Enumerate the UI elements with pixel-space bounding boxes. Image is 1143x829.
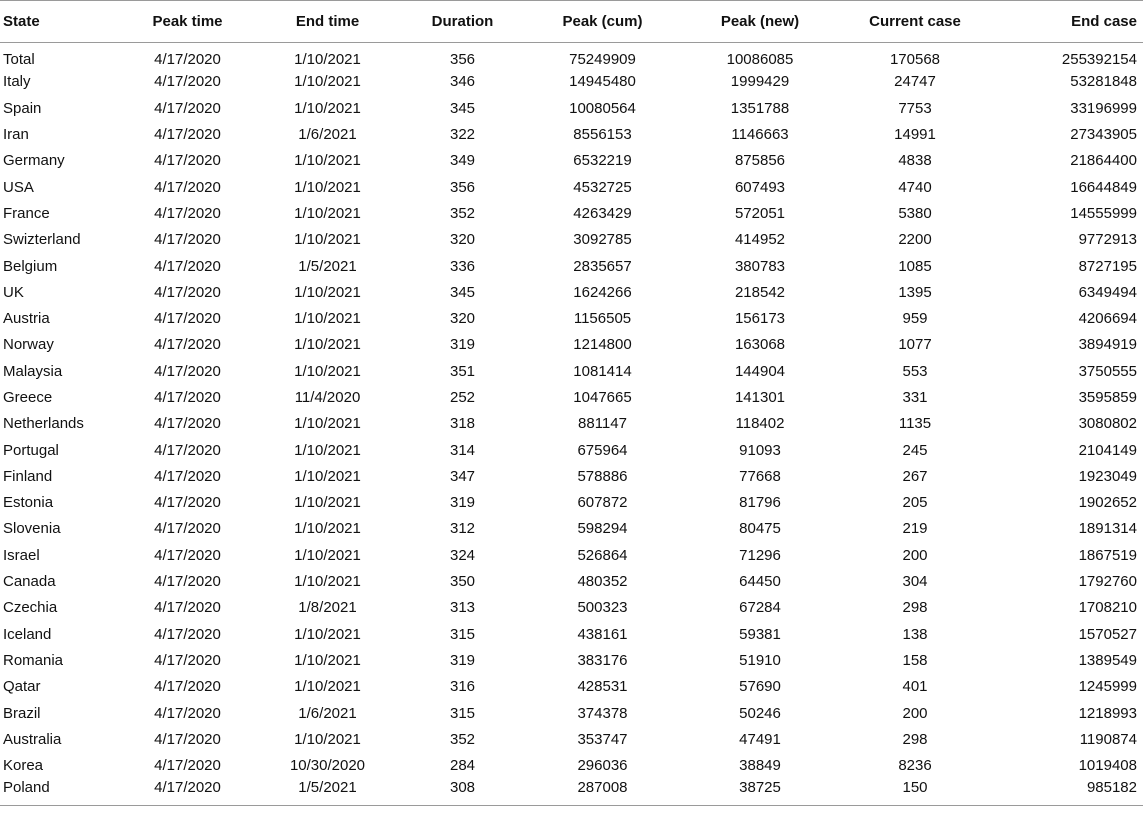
state-cell: Brazil xyxy=(3,704,41,722)
table-cell: 320 xyxy=(449,310,476,328)
state-cell: Italy xyxy=(3,73,31,91)
table-cell: 4/17/2020 xyxy=(154,599,221,617)
table-cell: 1/10/2021 xyxy=(294,678,361,696)
table-cell: 318 xyxy=(449,415,476,433)
table-cell: 4532725 xyxy=(573,178,632,196)
table-cell: 1047665 xyxy=(573,389,632,406)
table-row xyxy=(0,437,1143,463)
table-cell: 158 xyxy=(902,651,928,669)
table-cell: 8236 xyxy=(898,757,932,775)
table-cell: 4/17/2020 xyxy=(154,336,221,354)
table-cell: 572051 xyxy=(734,204,786,222)
table-cell: 3080802 xyxy=(1078,415,1137,433)
table-cell: 1/10/2021 xyxy=(294,415,361,433)
table-row xyxy=(0,253,1143,279)
table-cell: 1891314 xyxy=(1078,520,1137,538)
table-cell: 351 xyxy=(449,362,476,380)
table-cell: 4/17/2020 xyxy=(154,204,221,222)
table-cell: 1/10/2021 xyxy=(294,152,361,170)
table-cell: 2835657 xyxy=(573,257,632,275)
state-cell: Austria xyxy=(3,310,50,328)
table-cell: 24747 xyxy=(894,73,936,91)
table-cell: 1389549 xyxy=(1078,651,1137,669)
table-cell: 80475 xyxy=(739,520,781,538)
table-cell: 315 xyxy=(449,704,476,722)
table-cell: 14945480 xyxy=(569,73,636,91)
table-cell: 10/30/2020 xyxy=(289,757,366,775)
state-cell: USA xyxy=(3,178,34,196)
table-cell: 316 xyxy=(449,678,476,696)
table-cell: 200 xyxy=(902,704,928,722)
table-cell: 607872 xyxy=(577,494,628,512)
table-cell: 414952 xyxy=(734,231,786,249)
table-row xyxy=(0,542,1143,568)
table-cell: 144904 xyxy=(734,362,786,380)
table-cell: 4/17/2020 xyxy=(154,178,221,196)
state-cell: Germany xyxy=(3,152,65,170)
table-cell: 675964 xyxy=(577,441,628,459)
table-row xyxy=(0,121,1143,147)
table-cell: 4/17/2020 xyxy=(154,546,221,564)
state-cell: Belgium xyxy=(3,257,58,275)
table-row xyxy=(0,200,1143,226)
table-row xyxy=(0,305,1143,331)
table-cell: 5380 xyxy=(898,204,932,222)
table-cell: 1/10/2021 xyxy=(294,204,361,222)
table-cell: 1218993 xyxy=(1078,704,1137,722)
table-cell: 1/10/2021 xyxy=(294,520,361,538)
table-cell: 4/17/2020 xyxy=(154,573,221,591)
table-cell: 1/10/2021 xyxy=(294,441,361,459)
table-cell: 352 xyxy=(449,204,476,222)
table-cell: 4/17/2020 xyxy=(154,415,221,433)
table-cell: 598294 xyxy=(577,520,628,538)
table-cell: 4/17/2020 xyxy=(154,757,221,775)
table-cell: 1624266 xyxy=(573,283,632,301)
table-row xyxy=(0,174,1143,200)
table-cell: 4/17/2020 xyxy=(154,678,221,696)
table-cell: 118402 xyxy=(735,415,785,433)
table-cell: 1085 xyxy=(898,257,932,275)
state-cell: Swizterland xyxy=(3,231,81,249)
table-cell: 219 xyxy=(902,520,928,538)
table-body xyxy=(0,43,1143,806)
table-row xyxy=(0,674,1143,700)
table-cell: 77668 xyxy=(739,467,781,485)
column-header: Peak (cum) xyxy=(525,1,680,43)
table-cell: 1/8/2021 xyxy=(298,599,357,617)
table-cell: 287008 xyxy=(525,779,680,805)
table-cell: 150 xyxy=(840,779,990,805)
table-cell: 1/10/2021 xyxy=(294,625,361,643)
table-cell: 4740 xyxy=(898,178,932,196)
table-cell: 6349494 xyxy=(1078,283,1137,301)
table-cell: 336 xyxy=(449,257,476,275)
table-cell: 1135 xyxy=(898,415,932,433)
state-cell: UK xyxy=(3,283,24,301)
table-cell: 1214800 xyxy=(573,336,632,354)
table-cell: 383176 xyxy=(577,651,628,669)
state-cell: Israel xyxy=(3,546,40,564)
table-cell: 50246 xyxy=(739,704,781,722)
table-cell: 319 xyxy=(449,336,476,354)
table-cell: 4/17/2020 xyxy=(154,625,221,643)
table-cell: 57690 xyxy=(739,678,781,696)
table-row xyxy=(0,726,1143,752)
table-cell: 1245999 xyxy=(1078,678,1137,696)
column-header: Peak time xyxy=(120,1,255,43)
table-cell: 324 xyxy=(449,546,476,564)
column-header: Peak (new) xyxy=(680,1,840,43)
state-cell: Poland xyxy=(0,779,120,805)
table-cell: 322 xyxy=(449,126,476,144)
table-cell: 553 xyxy=(902,362,928,380)
table-row xyxy=(0,43,1143,69)
table-cell: 1923049 xyxy=(1078,467,1137,485)
table-cell: 296036 xyxy=(577,757,628,775)
state-cell: Iceland xyxy=(3,625,52,643)
table-cell: 1019408 xyxy=(1078,757,1137,775)
table-cell: 4/17/2020 xyxy=(154,651,221,669)
table-row xyxy=(0,568,1143,594)
table-row xyxy=(0,148,1143,174)
table-cell: 380783 xyxy=(734,257,786,275)
column-header: Current case xyxy=(840,1,990,43)
table-cell: 1902652 xyxy=(1078,494,1137,512)
table-cell: 267 xyxy=(902,467,928,485)
state-cell: Estonia xyxy=(3,494,54,512)
state-cell: Netherlands xyxy=(3,415,84,433)
state-cell: Iran xyxy=(3,126,29,144)
table-cell: 1999429 xyxy=(730,73,790,91)
table-cell: 320 xyxy=(449,231,476,249)
table-cell: 438161 xyxy=(577,625,628,643)
table-cell: 1/10/2021 xyxy=(294,362,361,380)
state-cell: Slovenia xyxy=(3,520,61,538)
table-cell: 1/6/2021 xyxy=(298,704,357,722)
table-cell: 1/10/2021 xyxy=(294,99,361,117)
table-cell: 1/10/2021 xyxy=(294,51,361,69)
state-cell: Greece xyxy=(3,389,53,406)
table-cell: 607493 xyxy=(734,178,786,196)
table-cell: 1/6/2021 xyxy=(298,126,357,144)
table-row xyxy=(0,621,1143,647)
table-cell: 255392154 xyxy=(1061,51,1137,69)
table-cell: 4/17/2020 xyxy=(154,494,221,512)
table-cell: 59381 xyxy=(739,625,781,643)
table-cell: 14555999 xyxy=(1070,204,1137,222)
table-cell: 4/17/2020 xyxy=(154,467,221,485)
table-cell: 4/17/2020 xyxy=(154,441,221,459)
table-cell: 53281848 xyxy=(1070,73,1137,91)
table-cell: 200 xyxy=(902,546,928,564)
state-cell: Czechia xyxy=(3,599,58,617)
table-cell: 308 xyxy=(400,779,525,805)
table-row xyxy=(0,463,1143,489)
table-row xyxy=(0,279,1143,305)
table-cell: 314 xyxy=(449,441,476,459)
table-cell: 1/10/2021 xyxy=(294,546,361,564)
table-cell: 881147 xyxy=(578,415,627,433)
table-cell: 138 xyxy=(902,625,928,643)
table-cell: 11/4/2020 xyxy=(294,389,361,406)
table-cell: 4263429 xyxy=(573,204,632,222)
table-cell: 9772913 xyxy=(1078,231,1137,249)
table-row xyxy=(0,647,1143,673)
table-cell: 1/10/2021 xyxy=(294,178,361,196)
table-cell: 205 xyxy=(902,494,928,512)
table-cell: 3750555 xyxy=(1078,362,1137,380)
table-cell: 91093 xyxy=(739,441,781,459)
table-cell: 8556153 xyxy=(573,126,632,144)
table-cell: 141301 xyxy=(734,389,786,406)
state-cell: Total xyxy=(3,51,35,69)
table-row xyxy=(0,490,1143,516)
table-cell: 959 xyxy=(902,310,928,328)
table-cell: 2104149 xyxy=(1078,441,1137,459)
table-cell: 38849 xyxy=(739,757,781,775)
table-cell: 252 xyxy=(449,389,476,406)
state-cell: Canada xyxy=(3,573,56,591)
table-cell: 578886 xyxy=(577,467,628,485)
table-cell: 1/10/2021 xyxy=(294,336,361,354)
table-cell: 1/10/2021 xyxy=(294,283,361,301)
table-cell: 428531 xyxy=(577,678,628,696)
table-row xyxy=(0,332,1143,358)
table-cell: 1570527 xyxy=(1078,625,1137,643)
table-cell: 81796 xyxy=(739,494,781,512)
table-cell: 1867519 xyxy=(1078,546,1137,564)
column-header: End time xyxy=(255,1,400,43)
table-cell: 7753 xyxy=(898,99,932,117)
table-cell: 1081414 xyxy=(573,362,632,380)
table-cell: 1/10/2021 xyxy=(294,573,361,591)
table-cell: 1/5/2021 xyxy=(255,779,400,805)
table-cell: 304 xyxy=(902,573,928,591)
table-cell: 331 xyxy=(902,389,928,406)
table-cell: 218542 xyxy=(734,283,786,301)
table-cell: 245 xyxy=(902,441,928,459)
table-cell: 4/17/2020 xyxy=(154,152,221,170)
table-cell: 4/17/2020 xyxy=(154,99,221,117)
table-cell: 4/17/2020 xyxy=(120,779,255,805)
table-cell: 319 xyxy=(449,494,476,512)
table-cell: 10086085 xyxy=(726,51,794,69)
table-cell: 4/17/2020 xyxy=(154,730,221,748)
table-cell: 1077 xyxy=(898,336,932,354)
table-cell: 313 xyxy=(449,599,476,617)
state-cell: Malaysia xyxy=(3,362,63,380)
table-cell: 1/5/2021 xyxy=(298,257,357,275)
table-row xyxy=(0,227,1143,253)
table-cell: 163068 xyxy=(734,336,786,354)
table-header xyxy=(0,1,1143,43)
table-cell: 33196999 xyxy=(1070,99,1137,117)
table-cell: 526864 xyxy=(577,546,628,564)
table-cell: 4/17/2020 xyxy=(154,362,221,380)
table-cell: 75249909 xyxy=(569,51,636,69)
state-cell: Korea xyxy=(3,757,44,775)
table-cell: 1/10/2021 xyxy=(294,231,361,249)
table-cell: 345 xyxy=(449,283,476,301)
table-cell: 1792760 xyxy=(1078,573,1137,591)
table-row xyxy=(0,384,1143,410)
table-cell: 1/10/2021 xyxy=(294,494,361,512)
table-row xyxy=(0,516,1143,542)
table-cell: 500323 xyxy=(577,599,628,617)
table-cell: 1351788 xyxy=(730,99,790,117)
table-cell: 1/10/2021 xyxy=(294,73,361,91)
table-cell: 71296 xyxy=(739,546,781,564)
state-cell: Finland xyxy=(3,467,53,485)
table-cell: 356 xyxy=(449,51,476,69)
state-cell: France xyxy=(3,204,50,222)
column-header: State xyxy=(0,1,120,43)
table-cell: 16644849 xyxy=(1070,178,1137,196)
table-cell: 356 xyxy=(449,178,476,196)
table-cell: 1/10/2021 xyxy=(294,467,361,485)
table-cell: 156173 xyxy=(734,310,786,328)
table-cell: 875856 xyxy=(734,152,786,170)
table-cell: 374378 xyxy=(577,704,628,722)
table-cell: 14991 xyxy=(894,126,936,144)
state-cell: Norway xyxy=(3,336,54,354)
table-cell: 1190874 xyxy=(1079,730,1137,748)
table-cell: 480352 xyxy=(577,573,628,591)
table-cell: 6532219 xyxy=(573,152,632,170)
table-cell: 350 xyxy=(449,573,476,591)
state-cell: Qatar xyxy=(3,678,41,696)
table-cell: 3092785 xyxy=(573,231,632,249)
table-row xyxy=(0,69,1143,95)
table-cell: 985182 xyxy=(990,779,1143,805)
table-cell: 10080564 xyxy=(569,99,636,117)
table-cell: 319 xyxy=(449,651,476,669)
table-cell: 353747 xyxy=(577,730,628,748)
table-cell: 1/10/2021 xyxy=(294,310,361,328)
table-cell: 3894919 xyxy=(1078,336,1137,354)
header-row xyxy=(0,1,1143,43)
table-cell: 4206694 xyxy=(1078,310,1137,328)
table-cell: 284 xyxy=(449,757,476,775)
table-cell: 298 xyxy=(902,599,928,617)
table-row xyxy=(0,700,1143,726)
table-row xyxy=(0,779,1143,805)
table-cell: 47491 xyxy=(739,730,781,748)
table-row xyxy=(0,595,1143,621)
table-cell: 352 xyxy=(449,730,476,748)
state-cell: Romania xyxy=(3,651,64,669)
table-cell: 345 xyxy=(449,99,476,117)
table-cell: 3595859 xyxy=(1078,389,1137,406)
table-cell: 349 xyxy=(449,152,476,170)
table-cell: 170568 xyxy=(889,51,941,69)
table-cell: 4/17/2020 xyxy=(154,51,221,69)
table-cell: 1708210 xyxy=(1078,599,1137,617)
table-cell: 4838 xyxy=(898,152,932,170)
column-header: End case xyxy=(990,1,1143,43)
table-cell: 346 xyxy=(449,73,476,91)
table-cell: 4/17/2020 xyxy=(154,126,221,144)
table-cell: 4/17/2020 xyxy=(154,231,221,249)
table-cell: 347 xyxy=(449,467,476,485)
table-cell: 4/17/2020 xyxy=(154,520,221,538)
table-cell: 27343905 xyxy=(1070,126,1137,144)
table-cell: 401 xyxy=(902,678,928,696)
table-cell: 51910 xyxy=(739,651,781,669)
state-cell: Australia xyxy=(3,730,62,748)
table-row xyxy=(0,358,1143,384)
table-cell: 1146663 xyxy=(731,126,789,144)
table-cell: 4/17/2020 xyxy=(154,257,221,275)
table-cell: 1/10/2021 xyxy=(294,730,361,748)
column-header: Duration xyxy=(400,1,525,43)
table-cell: 312 xyxy=(449,520,476,538)
table-cell: 315 xyxy=(449,625,476,643)
table-row xyxy=(0,95,1143,121)
table-cell: 2200 xyxy=(898,231,932,249)
table-cell: 4/17/2020 xyxy=(154,389,221,406)
table-cell: 38725 xyxy=(680,779,840,805)
table-cell: 1/10/2021 xyxy=(294,651,361,669)
table-cell: 8727195 xyxy=(1078,257,1137,275)
table-cell: 21864400 xyxy=(1070,152,1137,170)
table-cell: 298 xyxy=(902,730,928,748)
table-row xyxy=(0,753,1143,779)
table-cell: 64450 xyxy=(739,573,781,591)
state-cell: Portugal xyxy=(3,441,59,459)
table-cell: 1156505 xyxy=(573,310,632,328)
table-cell: 1395 xyxy=(898,283,932,301)
table-cell: 67284 xyxy=(739,599,781,617)
table-cell: 4/17/2020 xyxy=(154,704,221,722)
table-row xyxy=(0,411,1143,437)
table-cell: 4/17/2020 xyxy=(154,73,221,91)
state-cell: Spain xyxy=(3,99,42,117)
table-cell: 4/17/2020 xyxy=(154,310,221,328)
table-cell: 4/17/2020 xyxy=(154,283,221,301)
